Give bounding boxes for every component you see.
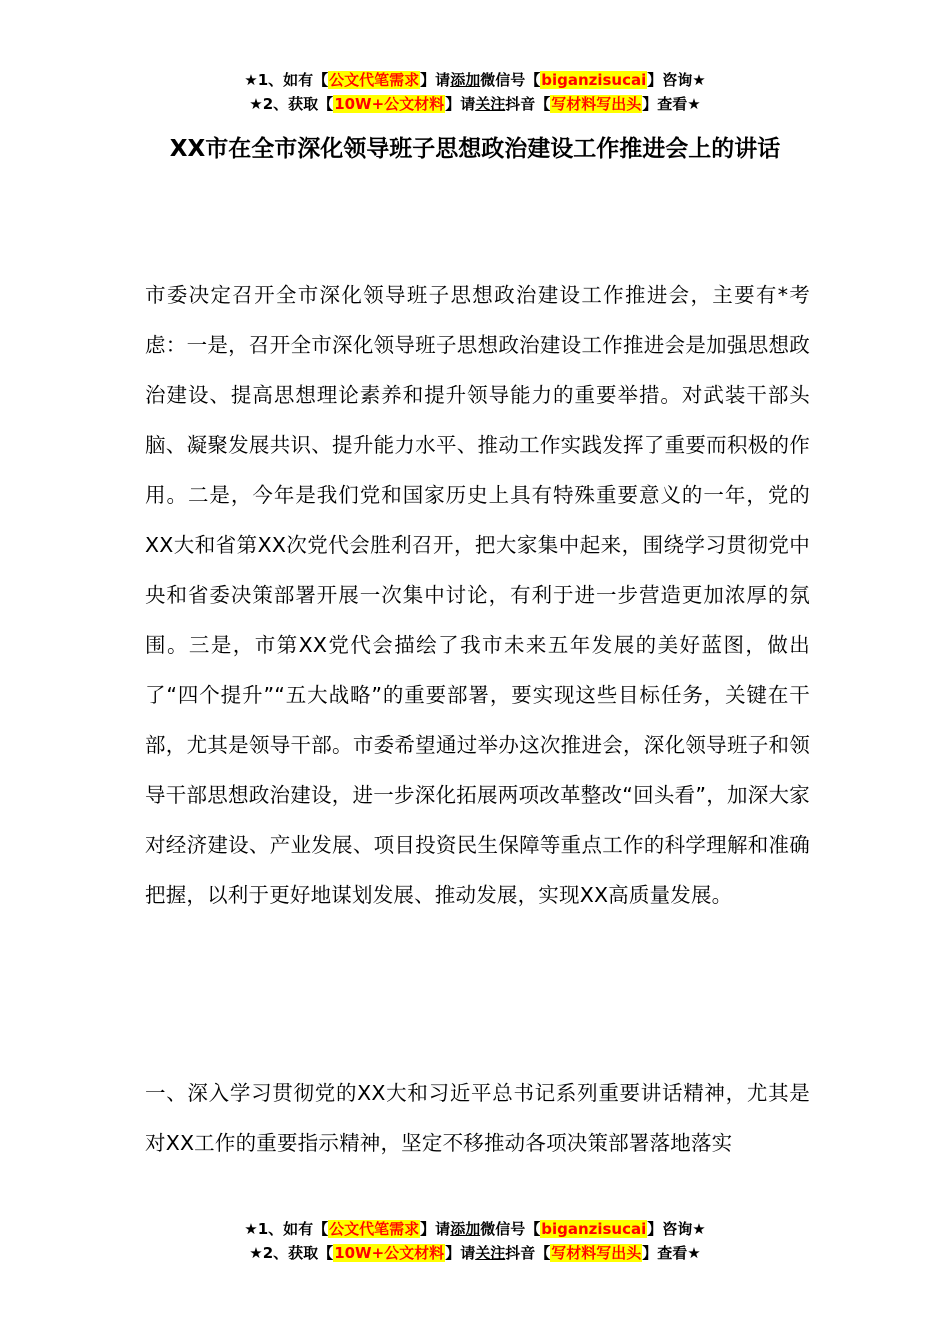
banner-text: 】查看★ [642,1244,701,1262]
banner-text: 】咨询★ [647,71,706,89]
banner-highlight: 公文代笔需求 [329,1220,420,1238]
banner-highlight: 写材料写出头 [551,1244,642,1262]
banner-text: ★2、获取【 [249,95,334,113]
banner-text: 】请 [445,1244,476,1262]
banner-text: 】请 [420,1220,451,1238]
banner-highlight: biganzisucai [541,71,647,89]
banner-highlight: 10W+公文材料 [334,95,445,113]
banner-emphasis: 关注 [475,95,506,113]
section-heading: 一、深入学习贯彻党的XX大和习近平总书记系列重要讲话精神，尤其是对XX工作的重要指示精神，坚定不移推动各项决策部署落地落实 [145,1081,810,1155]
body-paragraph: 市委决定召开全市深化领导班子思想政治建设工作推进会，主要有*考虑：一是，召开全市深化领导班子思想政治建设工作推进会是加强思想政治建设、提高思想理论素养和提升领导能力的重要举措。对武装干部头脑、凝聚发展共识、提升能力水平、推动工作实践发挥了重要而积极的作用。二是，今年是我们党和国家历史上具有特殊重要意义的一年，党的XX大和省第XX次党代会胜利召开，把大家集中起来，围绕学习贯彻党中央和省委决策部署开展一次集中讨论，有利于进一步营造更加浓厚的氛围。三是，市第XX党代会描绘了我市未来五年发展的美好蓝图，做出了“四个提升”“五大战略”的重要部署，要实现这些目标任务，关键在干部，尤其是领导干部。市委希望通过举办这次推进会，深化领导班子和领导干部思想政治建设，进一步深化拓展两项改革整改“回头看”，加深大家对经济建设、产业发展、项目投资民生保障等重点工作的科学理解和准确把握，以利于更好地谋划发展、推动发展，实现XX高质量发展。 [145,283,810,907]
banner-emphasis: 添加 [450,71,481,89]
banner-text: ★1、如有【 [244,71,329,89]
banner-emphasis: 关注 [475,1244,506,1262]
banner-text: 】请 [445,95,476,113]
banner-line-1 [0,68,950,92]
banner-highlight: 写材料写出头 [551,95,642,113]
banner-text: 】咨询★ [647,1220,706,1238]
banner-text: 微信号【 [480,1220,541,1238]
banner-text: 抖音【 [505,1244,551,1262]
banner-highlight: 公文代笔需求 [329,71,420,89]
banner-line-1 [0,1217,950,1241]
banner-text: ★2、获取【 [249,1244,334,1262]
bottom-banner [0,1217,950,1265]
banner-text: 抖音【 [505,95,551,113]
document-title: XX市在全市深化领导班子思想政治建设工作推进会上的讲话 [169,136,781,162]
top-banner [0,68,950,116]
banner-emphasis: 添加 [450,1220,481,1238]
banner-text: ★1、如有【 [244,1220,329,1238]
banner-highlight: biganzisucai [541,1220,647,1238]
banner-text: 微信号【 [480,71,541,89]
banner-line-2 [0,1241,950,1265]
banner-highlight: 10W+公文材料 [334,1244,445,1262]
banner-line-2 [0,92,950,116]
banner-text: 】请 [420,71,451,89]
banner-text: 】查看★ [642,95,701,113]
